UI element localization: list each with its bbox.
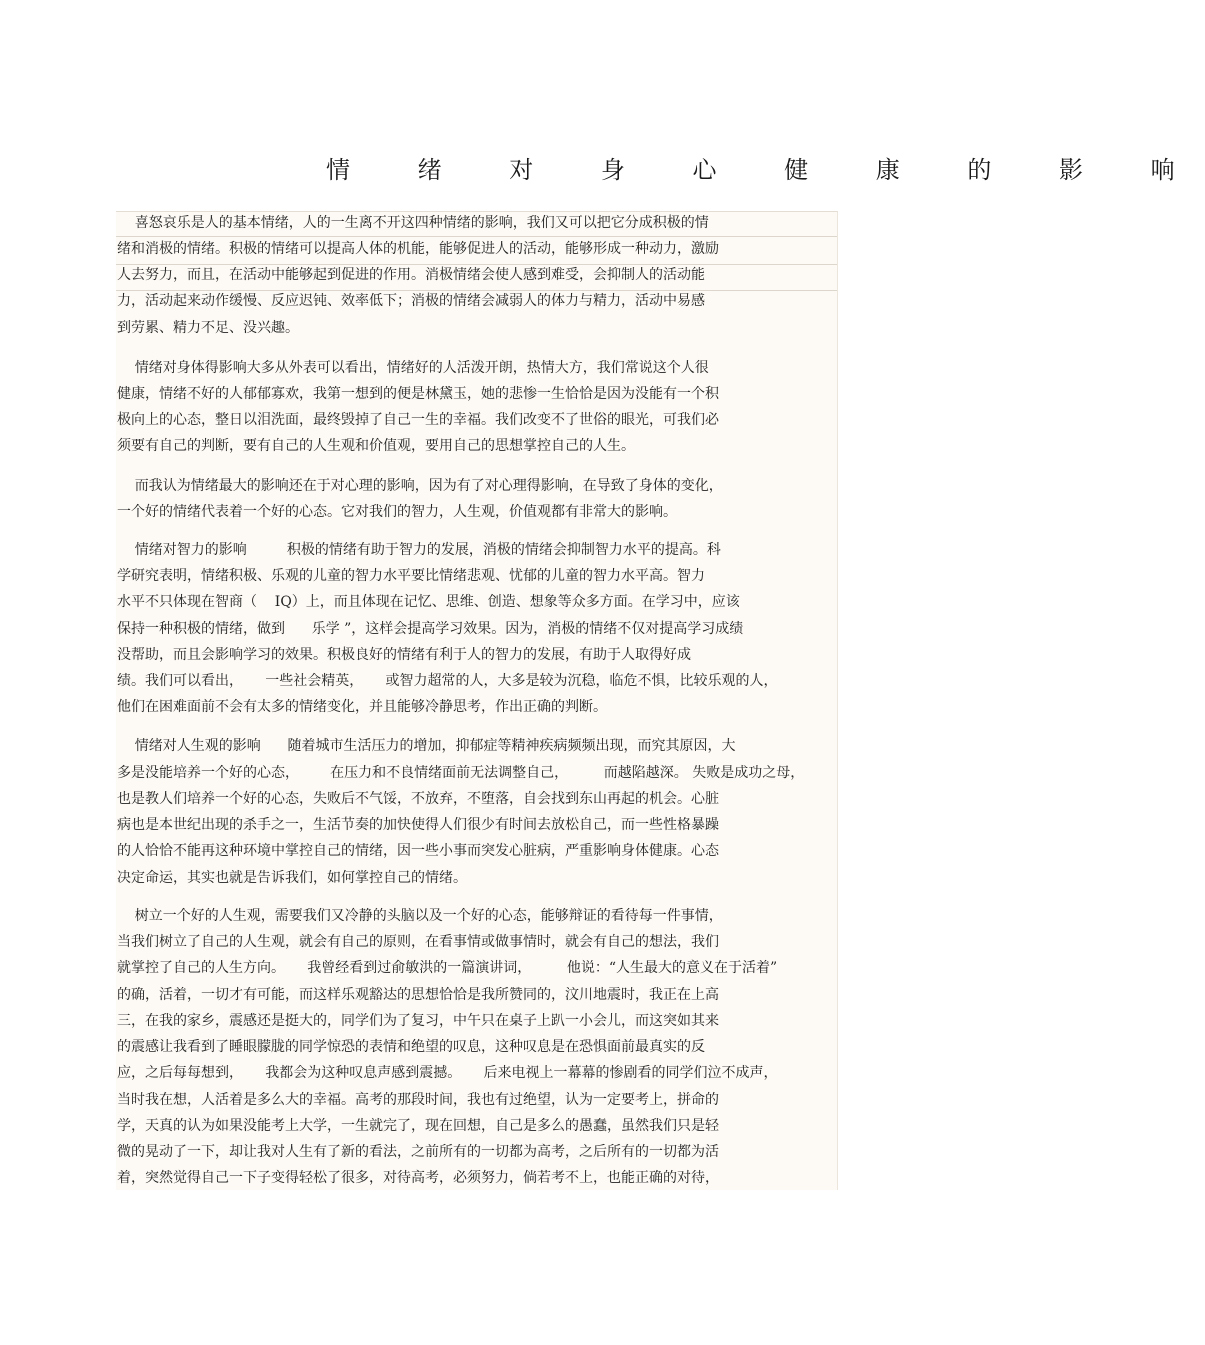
text-line: 情绪对智力的影响 积极的情绪有助于智力的发展，消极的情绪会抑制智力水平的提高。科: [117, 542, 721, 558]
text-line: 须要有自己的判断，要有自己的人生观和价值观，要用自己的思想掌控自己的人生。: [117, 438, 635, 454]
text-line: 树立一个好的人生观，需要我们又冷静的头脑以及一个好的心态，能够辩证的看待每一件事情，: [117, 908, 723, 924]
text-line: 就掌控了自己的人生方向。 我曾经看到过俞敏洪的一篇演讲词， 他说：“人生最大的意义在于活着”: [117, 960, 778, 976]
document-title: 情 绪 对 身 心 健 康 的 影 响: [326, 156, 1205, 184]
text-line: 保持一种积极的情绪，做到 乐学 ”，这样会提高学习效果。因为，消极的情绪不仅对提高学习成绩: [117, 621, 744, 637]
text-line: 到劳累、精力不足、没兴趣。: [117, 320, 299, 336]
text-line: 应，之后每每想到， 我都会为这种叹息声感到震撼。 后来电视上一幕幕的惨剧看的同学们泣不成声，: [117, 1065, 778, 1081]
text-line: 当我们树立了自己的人生观，就会有自己的原则，在看事情或做事情时，就会有自己的想法，我们: [117, 934, 719, 950]
text-line: 病也是本世纪出现的杀手之一，生活节奏的加快使得人们很少有时间去放松自己，而一些性格暴躁: [117, 817, 719, 833]
text-line: 力，活动起来动作缓慢、反应迟钝、效率低下；消极的情绪会减弱人的体力与精力，活动中易感: [117, 293, 705, 309]
text-line: 极向上的心态，整日以泪洗面，最终毁掉了自己一生的幸福。我们改变不了世俗的眼光，可我们必: [117, 412, 719, 428]
text-line: 多是没能培养一个好的心态， 在压力和不良情绪面前无法调整自己， 而越陷越深。 失败是成功之母，: [117, 765, 805, 781]
text-line: 的震感让我看到了睡眼朦胧的同学惊恐的表情和绝望的叹息，这种叹息是在恐惧面前最真实的反: [117, 1039, 705, 1055]
text-line: 人去努力，而且，在活动中能够起到促进的作用。消极情绪会使人感到难受，会抑制人的活动能: [117, 267, 705, 283]
text-line: 着，突然觉得自己一下子变得轻松了很多，对待高考，必须努力，倘若考不上，也能正确的对待，: [117, 1170, 719, 1186]
text-line: 绪和消极的情绪。积极的情绪可以提高人体的机能，能够促进人的活动，能够形成一种动力，激励: [117, 241, 719, 257]
line-divider: [116, 236, 837, 237]
text-line: 而我认为情绪最大的影响还在于对心理的影响，因为有了对心理得影响，在导致了身体的变化，: [117, 478, 723, 494]
text-line: 学研究表明，情绪积极、乐观的儿童的智力水平要比情绪悲观、忧郁的儿童的智力水平高。智力: [117, 568, 705, 584]
text-line: 绩。我们可以看出， 一些社会精英， 或智力超常的人，大多是较为沉稳，临危不惧，比较乐观的人，: [117, 673, 778, 689]
text-line: 微的晃动了一下，却让我对人生有了新的看法，之前所有的一切都为高考，之后所有的一切都为活: [117, 1144, 719, 1160]
text-line: 情绪对人生观的影响 随着城市生活压力的增加，抑郁症等精神疾病频频出现，而究其原因，大: [117, 738, 736, 754]
text-line: 当时我在想，人活着是多么大的幸福。高考的那段时间，我也有过绝望，认为一定要考上，拼命的: [117, 1092, 719, 1108]
text-line: 水平不只体现在智商（ IQ）上，而且体现在记忆、思维、创造、想象等众多方面。在学习中，应该: [117, 594, 740, 610]
text-line: 一个好的情绪代表着一个好的心态。它对我们的智力，人生观，价值观都有非常大的影响。: [117, 504, 677, 520]
text-line: 学，天真的认为如果没能考上大学，一生就完了，现在回想，自己是多么的愚蠢，虽然我们只是轻: [117, 1118, 719, 1134]
text-line: 也是教人们培养一个好的心态，失败后不气馁，不放弃，不堕落，自会找到东山再起的机会。心脏: [117, 791, 719, 807]
text-line: 的确，活着，一切才有可能，而这样乐观豁达的思想恰恰是我所赞同的，汶川地震时，我正在上高: [117, 987, 719, 1003]
text-line: 喜怒哀乐是人的基本情绪，人的一生离不开这四种情绪的影响，我们又可以把它分成积极的情: [117, 215, 709, 231]
line-divider: [116, 290, 837, 291]
text-line: 决定命运，其实也就是告诉我们，如何掌控自己的情绪。: [117, 870, 467, 886]
text-line: 情绪对身体得影响大多从外表可以看出，情绪好的人活泼开朗，热情大方，我们常说这个人很: [117, 360, 709, 376]
text-line: 的人恰恰不能再这种环境中掌控自己的情绪，因一些小事而突发心脏病，严重影响身体健康。心态: [117, 843, 719, 859]
text-line: 没帮助，而且会影响学习的效果。积极良好的情绪有利于人的智力的发展，有助于人取得好成: [117, 647, 691, 663]
text-line: 健康，情绪不好的人郁郁寡欢，我第一想到的便是林黛玉，她的悲惨一生恰恰是因为没能有一个积: [117, 386, 719, 402]
line-divider: [116, 264, 837, 265]
text-line: 三，在我的家乡，震感还是挺大的，同学们为了复习，中午只在桌子上趴一小会儿，而这突如其来: [117, 1013, 719, 1029]
text-line: 他们在困难面前不会有太多的情绪变化，并且能够冷静思考，作出正确的判断。: [117, 699, 607, 715]
